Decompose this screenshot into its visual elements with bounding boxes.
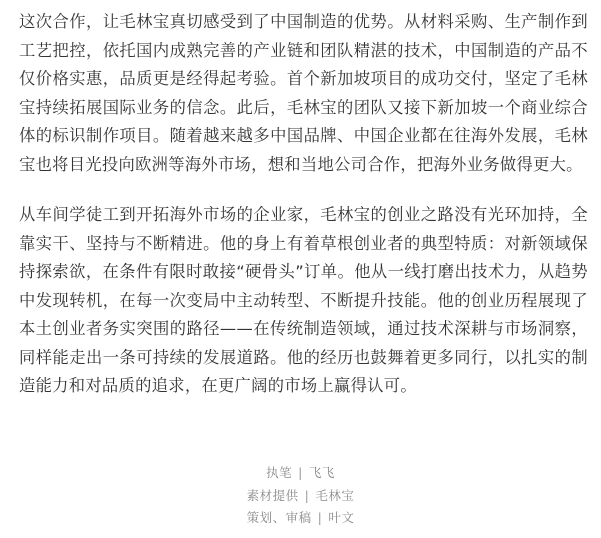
credit-line-source <box>0 485 601 508</box>
credit-separator: | <box>317 510 323 525</box>
article-paragraph-1: 这次合作，让毛林宝真切感受到了中国制造的优势。从材料采购、生产制作到工艺把控，依托国内成熟完善的产业链和团队精湛的技术，中国制造的产品不仅价格实惠，品质更是经得起考验。首个新加坡项目的成功交付，坚定了毛林宝持续拓展国际业务的信念。此后，毛林宝的团队又接下新加坡一个商业综合体的标识制作项目。随着越来越多中国品牌、中国企业都在往海外发展，毛林宝也将目光投向欧洲等海外市场，想和当地公司合作，把海外业务做得更大。 <box>19 12 588 174</box>
article-paragraph-2: 从车间学徒工到开拓海外市场的企业家，毛林宝的创业之路没有光环加持，全靠实干、坚持与不断精进。他的身上有着草根创业者的典型特质：对新领域保持探索欲，在条件有限时敢接“硬骨头”订单。他从一线打磨出技术力，从趋势中发现转机，在每一次变局中主动转型、不断提升技能。他的创业历程展现了本土创业者务实突围的路径——在传统制造领域，通过技术深耕与市场洞察，同样能走出一条可持续的发展道路。他的经历也鼓舞着更多同行，以扎实的制造能力和对品质的追求，在更广阔的市场上赢得认可。 <box>19 205 588 395</box>
credit-line-writer <box>0 462 601 485</box>
credit-role-writer: 执笔 <box>266 465 293 480</box>
credit-separator: | <box>298 465 303 480</box>
credit-line-editor <box>0 507 601 530</box>
credit-name-editor: 叶文 <box>328 510 355 525</box>
credit-role-editor: 策划、审稿 <box>246 510 312 525</box>
article-body <box>19 8 588 401</box>
credit-name-source: 毛林宝 <box>315 487 355 503</box>
article-credits <box>0 462 601 530</box>
credit-role-source: 素材提供 <box>246 487 299 503</box>
credit-name-writer: 飞飞 <box>308 465 335 480</box>
credit-separator: | <box>304 487 310 503</box>
